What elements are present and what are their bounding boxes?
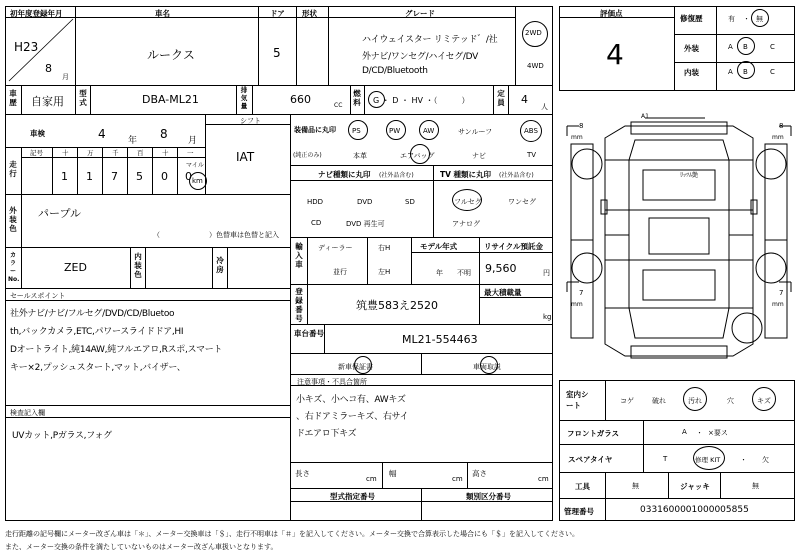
height-label: 高さ [472, 469, 487, 478]
windshield-label: フロントガラス [567, 429, 620, 438]
inspection-month: 8 [160, 127, 168, 141]
mileage-header: 千 [112, 149, 119, 157]
eval-score: 4 [606, 38, 624, 71]
model-year-unit: 年 [436, 269, 443, 277]
tools-label: 工具 [575, 482, 590, 491]
import-label: 輸入車 [295, 242, 303, 269]
height-unit: cm [538, 475, 549, 483]
navi-type-label: ナビ種類に丸印 [318, 170, 371, 179]
displacement-unit: CC [334, 102, 343, 109]
equipment-label: 装備品に丸印 [294, 126, 336, 134]
car-diagram [565, 100, 795, 380]
usage-value: 自家用 [31, 95, 64, 108]
seat-koge: コゲ [620, 397, 634, 405]
car-name-value: ルークス [147, 48, 195, 62]
exterior-b: B [743, 43, 748, 51]
inspection-month-unit: 月 [188, 136, 198, 146]
width-label: 幅 [389, 469, 397, 478]
selling-line: 社外ナビ/ナビ/フルセグ/DVD/CD/Bluetoo [10, 309, 175, 319]
chassis-value: ML21-554463 [402, 333, 478, 346]
diagram-note: ﾘｯﾂﾑ艶 [680, 172, 699, 179]
selling-line: キー×2,プッシュスタート,マット,バイザー、 [10, 363, 186, 373]
capacity-value: 4 [521, 93, 528, 106]
plate-label: 登録番号 [295, 287, 303, 323]
recycle-value: 9,560 [485, 262, 517, 275]
diagram-bl: 7 [579, 289, 584, 297]
door-value: 5 [273, 46, 281, 60]
displacement-value: 660 [290, 93, 311, 106]
mileage-digit: 0 [161, 170, 168, 183]
eval-label: 評価点 [600, 9, 623, 18]
seat-label: 室内シート [566, 390, 589, 410]
model-value: DBA-ML21 [142, 93, 199, 106]
interior-b: B [743, 68, 748, 76]
max-load-label: 最大積載量 [484, 288, 522, 297]
diagram-tl-mm: mm [571, 134, 583, 141]
exterior-a: A [728, 43, 733, 51]
equipment-abs: ABS [524, 127, 538, 135]
navi-type-sub: (社外品含む) [379, 172, 414, 179]
interior-c: C [770, 68, 775, 76]
capacity-unit: 人 [541, 103, 548, 111]
aircon-label: 冷房 [216, 256, 224, 274]
grade-label: グレード [405, 9, 435, 18]
import-right: 右H [378, 244, 391, 252]
inspector-label: 検査記入欄 [10, 409, 45, 417]
mileage-digit: 1 [61, 170, 68, 183]
equipment-sub: (純正のみ) [293, 152, 322, 159]
selling-label: セールスポイント [10, 292, 66, 300]
interior-a: A [728, 68, 733, 76]
max-load-unit: kg [543, 313, 552, 321]
inspector-line: UVカット,Pガラス,フォグ [12, 431, 112, 441]
equipment-airbag: エアバッグ [400, 152, 435, 160]
tv-analog: アナログ [452, 220, 480, 228]
shape-label: 形状 [302, 9, 317, 18]
fuel-label: 燃料 [353, 89, 361, 107]
notes-line: 、右ドアミラーキズ、右サイ [296, 412, 409, 422]
footer-line1: 走行距離の記号欄にメーター改ざん車は「＊」、メーター交換車は「＄」、走行不明車は「＃」を記入してください。メーター交換で合算表示した場合にも「＄」を記入してください。 [5, 530, 579, 538]
shift-value: IAT [236, 150, 255, 164]
seat-yabure: 破れ [652, 397, 666, 405]
int-color-label: 内装色 [134, 252, 142, 279]
usage-label: 車歴 [9, 89, 17, 107]
import-left: 左H [378, 268, 391, 276]
inspection-label: 車検 [30, 129, 45, 138]
spare-dot: ・ [740, 456, 747, 464]
year-month-value: 8 [45, 62, 52, 75]
spare-label: スペアタイヤ [568, 455, 613, 464]
tv-type-sub: (社外品含む) [499, 172, 534, 179]
shift-label: シフト [240, 117, 261, 125]
jack-label: ジャッキ [680, 482, 710, 491]
grade-line3: D/CD/Bluetooth [362, 66, 428, 76]
warranty-label: 新車保証書 [338, 363, 373, 371]
model-year-unknown: 不明 [457, 269, 471, 277]
equipment-tv: TV [527, 151, 537, 159]
navi-cd: CD [311, 219, 322, 227]
drive-4wd: 4WD [527, 62, 544, 70]
spare-ketsu: 欠 [762, 456, 769, 464]
mileage-header: 万 [87, 149, 94, 157]
length-unit: cm [366, 475, 377, 483]
repair-dot: ・ [743, 15, 750, 23]
seat-kizu: キズ [757, 397, 771, 405]
seat-ana: 穴 [727, 397, 734, 405]
footer-line2: また、メーター交換の条件を満たしていないものはメーター改ざん車扱いとなります。 [5, 543, 278, 551]
equipment-leather: 本革 [353, 152, 367, 160]
displacement-label: 排気量 [240, 86, 248, 110]
repair-yes: 有 [728, 15, 735, 23]
capacity-label: 定員 [497, 89, 505, 107]
navi-hdd: HDD [307, 198, 324, 206]
drive-2wd: 2WD [525, 29, 542, 37]
manual-label: 車両取説 [473, 363, 501, 371]
model-label: 型式 [79, 89, 87, 107]
tv-fullseg: フルセグ [454, 198, 482, 206]
fuel-options: G ・ D ・ HV ・（ ） [373, 96, 470, 105]
spare-kit: 修理 KIT [695, 456, 721, 464]
navi-dvd: DVD [357, 198, 373, 206]
color-note: （ ）色替車は色替と記入 [153, 231, 279, 239]
year-month-unit: 月 [62, 73, 69, 81]
mileage-unit: km [192, 177, 203, 185]
mileage-header: 記号 [30, 149, 43, 157]
equipment-sunroof: サンルーフ [458, 128, 493, 136]
import-parallel: 並行 [333, 268, 347, 276]
recycle-unit: 円 [543, 269, 550, 277]
tv-oneseg: ワンセグ [508, 198, 536, 206]
inspection-year: 4 [98, 127, 106, 141]
mileage-digit: 1 [86, 170, 93, 183]
mileage-digit: 0 [185, 170, 192, 183]
grade-line2: 外ナビ/ワンセグ/ハイセグ/DV [362, 52, 478, 62]
mileage-header: 十 [62, 149, 69, 157]
repair-label: 修復歴 [680, 14, 703, 23]
interior-label: 内装 [684, 68, 699, 77]
width-unit: cm [452, 475, 463, 483]
color-value: パープル [38, 207, 82, 220]
mileage-header: 十 [162, 149, 169, 157]
diagram-bl-mm: mm [571, 301, 583, 308]
year-label: 初年度登録年月 [10, 9, 63, 18]
seat-yogore: 汚れ [688, 397, 702, 405]
windshield-dot: ・ [696, 429, 703, 437]
jack-value: 無 [752, 482, 759, 490]
selling-line: Dオートライト,純14AW,純フルエアロ,Rスポ,スマート [10, 345, 223, 355]
recycle-label: リサイクル預託金 [484, 242, 543, 251]
type-cert-label: 型式指定番号 [330, 492, 375, 501]
door-label: ドア [270, 9, 285, 18]
inspection-year-unit: 年 [128, 136, 138, 146]
equipment-aw: AW [423, 127, 435, 135]
mileage-header: 一 [187, 149, 194, 157]
notes-line: 小キズ、小ヘコ有、AWキズ [296, 395, 406, 405]
windshield-a: A [682, 428, 687, 436]
diagram-tr-mm: mm [772, 134, 784, 141]
class-no-label: 類別区分番号 [466, 492, 511, 501]
import-dealer: ディーラー [318, 244, 353, 252]
left-form-frame [5, 6, 553, 521]
color-no-value: ZED [64, 261, 87, 274]
navi-dvd-play: DVD 再生可 [346, 220, 385, 228]
spare-t: T [663, 455, 668, 463]
grade-line1: ハイウェイスター リミテッド゛/社 [362, 35, 498, 45]
mileage-digit: 7 [111, 170, 118, 183]
mileage-mile-header: マイル [186, 162, 204, 169]
equipment-ps: PS [352, 127, 361, 135]
selling-line: th,バックカメラ,ETC,パワースライドドア,HI [10, 327, 184, 337]
repair-no: 無 [756, 15, 763, 23]
diagram-br-mm: mm [772, 301, 784, 308]
length-label: 長さ [295, 469, 310, 478]
plate-value: 筑豊583え2520 [356, 299, 438, 312]
model-year-label: モデル年式 [420, 242, 458, 251]
diagram-a1: A1 [641, 113, 649, 120]
mgmt-value: 0331600001000005855 [640, 505, 749, 515]
color-no-label: カラーNo. [8, 252, 20, 283]
mileage-label: 走行 [9, 160, 17, 178]
car-name-label: 車名 [155, 9, 170, 18]
mileage-header: 百 [137, 149, 144, 157]
diagram-tl: 8 [579, 122, 584, 130]
exterior-c: C [770, 43, 775, 51]
year-era-value: H23 [14, 40, 39, 54]
mgmt-label: 管理番号 [564, 507, 594, 516]
diagram-br: 7 [779, 289, 784, 297]
equipment-navi: ナビ [472, 152, 486, 160]
navi-sd: SD [405, 198, 415, 206]
tools-value: 無 [632, 482, 639, 490]
chassis-label: 車台番号 [294, 329, 324, 338]
diagram-tr: 8 [779, 122, 784, 130]
notes-line: ドエアロ下キズ [296, 429, 357, 439]
notes-label: 注意事項・不具合箇所 [297, 378, 367, 386]
windshield-x: ×要ス [708, 429, 728, 437]
mileage-digit: 5 [136, 170, 143, 183]
exterior-label: 外装 [684, 44, 699, 53]
color-label: 外装色 [9, 206, 17, 233]
equipment-pw: PW [389, 127, 401, 135]
tv-type-label: TV 種類に丸印 [440, 170, 492, 179]
